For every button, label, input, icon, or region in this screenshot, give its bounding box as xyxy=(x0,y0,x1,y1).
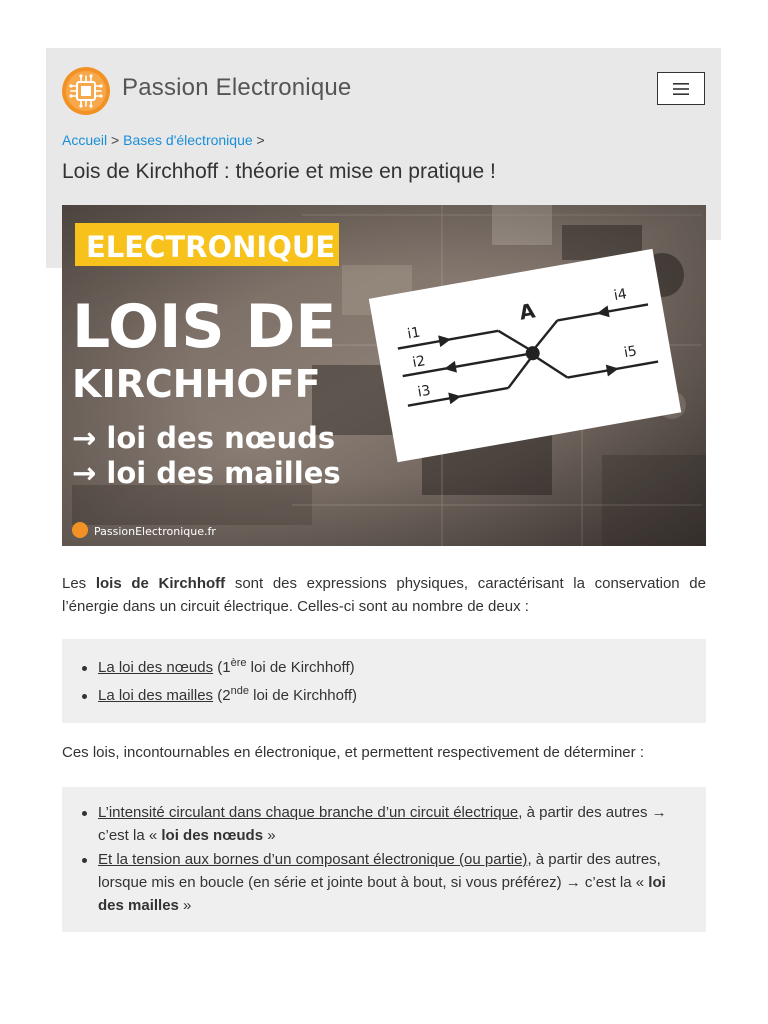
hamburger-icon xyxy=(673,83,689,95)
law-link-meshes[interactable]: La loi des mailles xyxy=(98,687,214,704)
intro-paragraph xyxy=(62,572,706,618)
menu-button[interactable] xyxy=(657,72,705,105)
current-label: i4 xyxy=(612,286,629,305)
current-label: i1 xyxy=(406,324,422,343)
list-text: (1 xyxy=(213,659,231,676)
list-text: , à partir des autres, lorsque mis en boucle (en série et jointe bout à bout, si vous préférez) → c’est la « xyxy=(98,851,661,891)
hero-title-line2: KIRCHHOFF xyxy=(72,362,321,406)
site-name[interactable]: Passion Electronique xyxy=(122,74,352,101)
list-item xyxy=(62,848,692,917)
current-label: i3 xyxy=(416,382,432,401)
hero-image xyxy=(62,205,706,546)
list-item xyxy=(62,656,706,679)
watermark-logo-icon xyxy=(72,522,88,538)
list-item xyxy=(62,684,706,707)
voltage-link[interactable]: Et la tension aux bornes d’un composant électronique (ou partie) xyxy=(98,851,528,868)
header-decoration xyxy=(46,240,62,268)
node-label: A xyxy=(517,298,537,325)
intro-bold: lois de Kirchhoff xyxy=(95,575,226,592)
site-logo-icon[interactable] xyxy=(62,67,110,115)
list-item xyxy=(62,801,692,847)
intro-text: Les xyxy=(62,575,96,592)
current-label: i5 xyxy=(622,343,639,362)
hero-badge-text: ELECTRONIQUE xyxy=(86,230,336,264)
list-bold: loi des nœuds xyxy=(161,827,264,844)
list-bold: loi des mailles xyxy=(98,874,666,914)
second-paragraph: Ces lois, incontournables en électronique, et permettent respectivement de déterminer : xyxy=(62,744,644,761)
current-intensity-link[interactable]: L’intensité circulant dans chaque branche d’un circuit électrique xyxy=(98,804,519,821)
breadcrumb xyxy=(62,132,265,148)
superscript: ère xyxy=(230,657,247,669)
laws-list-box xyxy=(62,639,706,723)
breadcrumb-separator: > xyxy=(252,132,265,148)
intro-text: sont des expressions physiques, caractérisant la conservation de l’énergie dans un circuit électrique. Celles-ci sont au nombre de deux : xyxy=(62,575,706,615)
details-list-box xyxy=(62,787,706,932)
list-text: loi de Kirchhoff) xyxy=(248,687,358,704)
list-text: » xyxy=(263,827,276,844)
hero-subtitle-line1: → loi des nœuds xyxy=(72,421,336,455)
current-label: i2 xyxy=(411,353,427,372)
hero-watermark: PassionElectronique.fr xyxy=(94,525,216,538)
superscript: nde xyxy=(230,685,249,697)
breadcrumb-separator: > xyxy=(107,132,124,148)
list-text: , à partir des autres → c’est la « xyxy=(98,804,667,844)
breadcrumb-home-link[interactable]: Accueil xyxy=(62,132,108,148)
breadcrumb-category-link[interactable]: Bases d'électronique xyxy=(123,132,253,148)
hero-title-line1: LOIS DE xyxy=(72,292,337,362)
page-title: Lois de Kirchhoff : théorie et mise en pratique ! xyxy=(62,160,496,183)
law-link-nodes[interactable]: La loi des nœuds xyxy=(98,659,214,676)
list-text: (2 xyxy=(213,687,231,704)
hero-subtitle-line2: → loi des mailles xyxy=(72,456,341,490)
list-text: loi de Kirchhoff) xyxy=(246,659,355,676)
list-text: » xyxy=(178,897,192,914)
